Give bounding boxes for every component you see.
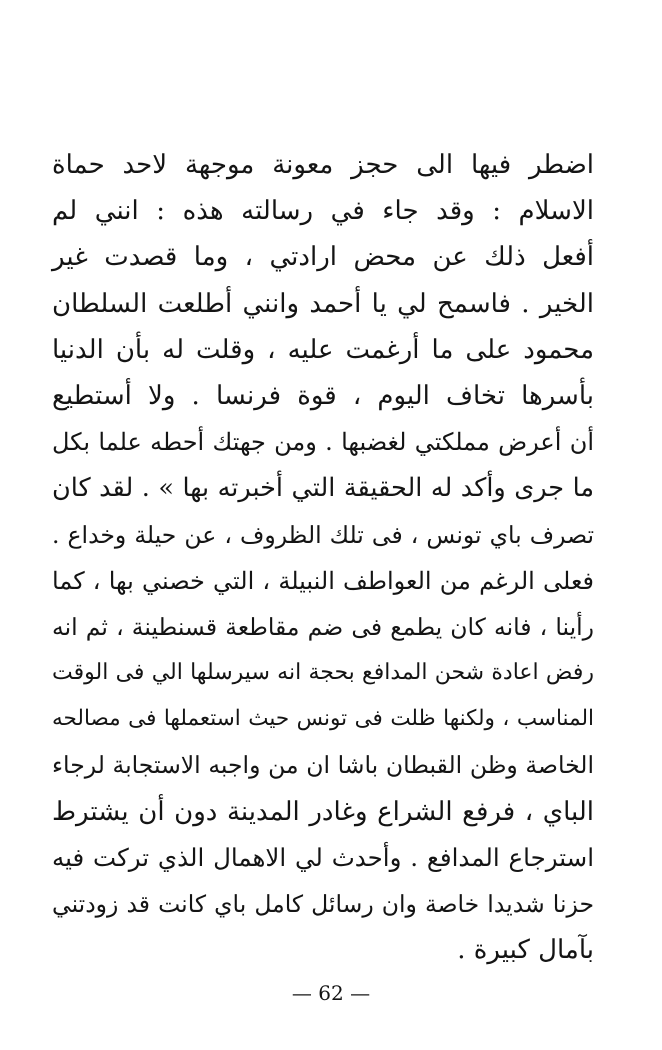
page-number: — 62 — (291, 981, 371, 1005)
text-line: المناسب ، ولكنها ظلت فى تونس حيث استعملها فى مصالحه (52, 706, 594, 732)
text-line: رأينا ، فانه كان يطمع فى ضم مقاطعة قسنطينة ، ثم انه (52, 612, 594, 641)
text-line: الباي ، فرفع الشراع وغادر المدينة دون أن يشترط (52, 796, 594, 827)
text-line: تصرف باي تونس ، فى تلك الظروف ، عن حيلة وخداع . (52, 520, 594, 549)
text-line: اضطر فيها الى حجز معونة موجهة لاحد حماة (52, 150, 594, 180)
body-text (52, 142, 594, 973)
text-line: محمود على ما أرغمت عليه ، وقلت له بأن الدنيا (52, 334, 594, 365)
text-line: الاسلام : وقد جاء في رسالته هذه : انني لم (52, 196, 594, 227)
text-line: استرجاع المدافع . وأحدث لي الاهمال الذي تركت فيه (52, 842, 594, 872)
text-line: الخاصة وظن القبطان باشا ان من واجبه الاستجابة لرجاء (52, 751, 594, 780)
text-line: فعلى الرغم من العواطف النبيلة ، التي خصني بها ، كما (52, 566, 594, 595)
text-line: أن أعرض مملكتي لغضبها . ومن جهتك أحطه علما بكل (52, 428, 594, 457)
text-line: حزنا شديدا خاصة وان رسائل كامل باي كانت قد زودتني (52, 890, 594, 918)
text-line: ما جرى وأكد له الحقيقة التي أخبرته بها » . لقد كان (52, 473, 594, 504)
text-line: أفعل ذلك عن محض ارادتي ، وما قصدت غير (52, 242, 594, 273)
text-line-last: بآمال كبيرة . (457, 935, 594, 966)
text-line: الخير . فاسمح لي يا أحمد وانني أطلعت السلطان (52, 288, 594, 319)
text-line: رفض اعادة شحن المدافع بحجة انه سيرسلها الي فى الوقت (52, 660, 594, 686)
text-line: بأسرها تخاف اليوم ، قوة فرنسا . ولا أستطيع (52, 380, 594, 411)
